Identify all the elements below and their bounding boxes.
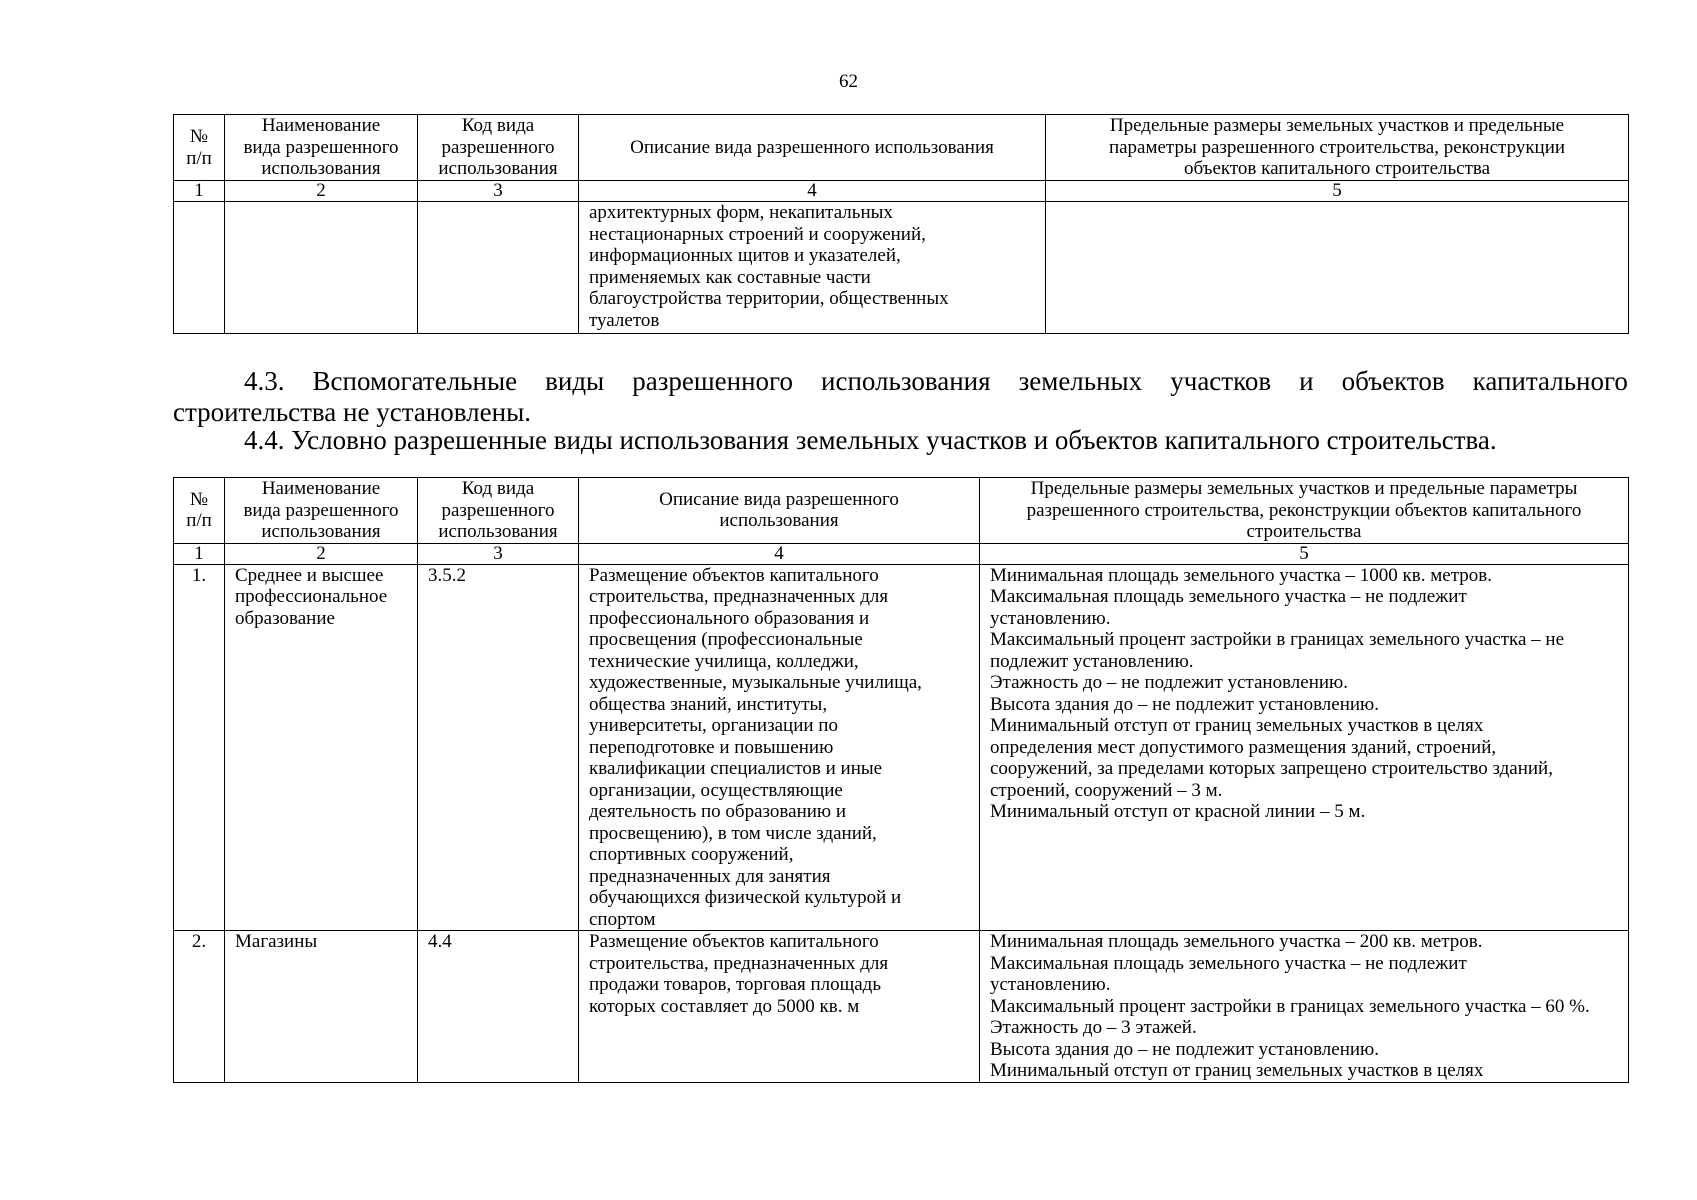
header-name: Наименование вида разрешенного использования [225, 115, 418, 181]
header-num: № п/п [174, 478, 225, 544]
cell-description: архитектурных форм, некапитальных нестационарных строений и сооружений, информационных щитов и указателей, применяемых как составные части благоустройства территории, общественных туалетов [579, 202, 1046, 334]
conditionally-permitted-use-table [173, 477, 1629, 1083]
column-number-row [174, 543, 1629, 564]
word: и [1299, 366, 1314, 396]
header-num: № п/п [174, 115, 225, 181]
cell-name: Магазины [225, 931, 418, 1083]
cell-parameters [1046, 202, 1629, 334]
word: использования [821, 366, 991, 396]
table-header-row [174, 115, 1629, 181]
cell-name [225, 202, 418, 334]
col-number: 2 [225, 181, 418, 202]
col-number: 3 [418, 181, 579, 202]
table-row [174, 564, 1629, 931]
word: разрешенного [632, 366, 793, 396]
cell-parameters: Минимальная площадь земельного участка – 200 кв. метров. Максимальная площадь земельного участка – не подлежит установлению. Максимальный процент застройки в границах земельного участка – 60 %. Этажность до – 3 этажей. Высота здания до – не подлежит установлению. Минимальный отступ от границ земельных участков в целях [980, 931, 1629, 1083]
header-name: Наименование вида разрешенного использования [225, 478, 418, 544]
col-number: 4 [579, 543, 980, 564]
page-number: 62 [839, 71, 858, 92]
cell-code: 3.5.2 [418, 564, 579, 931]
table-header-row [174, 478, 1629, 544]
cell-num: 1. [174, 564, 225, 931]
header-description: Описание вида разрешенного использования [579, 115, 1046, 181]
col-number: 2 [225, 543, 418, 564]
cell-description: Размещение объектов капитального строительства, предназначенных для профессионального образования и просвещения (профессиональные технические училища, колледжи, художественные, музыкальные училища, общества знаний, институты, университеты, организации по переподготовке и повышению квалификации специалистов и иные организации, осуществляющие деятельность по образованию и просвещению), в том числе зданий, спортивных сооружений, предназначенных для занятия обучающихся физической культурой и спортом [579, 564, 980, 931]
word: объектов [1341, 366, 1445, 396]
header-code: Код вида разрешенного использования [418, 115, 579, 181]
col-number: 5 [980, 543, 1629, 564]
permitted-use-table-continuation [173, 114, 1629, 334]
cell-code [418, 202, 579, 334]
header-code: Код вида разрешенного использования [418, 478, 579, 544]
cell-num: 2. [174, 931, 225, 1083]
paragraph-4-4: 4.4. Условно разрешенные виды использования земельных участков и объектов капитального строительства. [244, 425, 1497, 455]
col-number: 1 [174, 181, 225, 202]
word: Вспомогательные [312, 366, 518, 396]
cell-parameters: Минимальная площадь земельного участка – 1000 кв. метров. Максимальная площадь земельного участка – не подлежит установлению. Максимальный процент застройки в границах земельного участка – не подлежит установлению. Этажность до – не подлежит установлению. Высота здания до – не подлежит установлению. Минимальный отступ от границ земельных участков в целях определения мест допустимого размещения зданий, строений, сооружений, за пределами которых запрещено строительство зданий, строений, сооружений – 3 м. Минимальный отступ от красной линии – 5 м. [980, 564, 1629, 931]
word: участков [1170, 366, 1272, 396]
col-number: 1 [174, 543, 225, 564]
paragraph-4-3-line-2: строительства не установлены. [173, 397, 531, 427]
col-number: 5 [1046, 181, 1629, 202]
col-number: 3 [418, 543, 579, 564]
word: 4.3. [244, 366, 285, 396]
header-description: Описание вида разрешенного использования [579, 478, 980, 544]
cell-description: Размещение объектов капитального строительства, предназначенных для продажи товаров, торговая площадь которых составляет до 5000 кв. м [579, 931, 980, 1083]
header-parameters: Предельные размеры земельных участков и предельные параметры разрешенного строительства, реконструкции объектов капитального строительства [1046, 115, 1629, 181]
col-number: 4 [579, 181, 1046, 202]
cell-code: 4.4 [418, 931, 579, 1083]
word: капитального [1472, 366, 1628, 396]
word: виды [545, 366, 605, 396]
word: земельных [1018, 366, 1143, 396]
table-row [174, 931, 1629, 1083]
paragraph-4-3 [173, 366, 1628, 397]
header-parameters: Предельные размеры земельных участков и предельные параметры разрешенного строительства, реконструкции объектов капитального строительства [980, 478, 1629, 544]
table-row [174, 202, 1629, 334]
cell-num [174, 202, 225, 334]
cell-name: Среднее и высшее профессиональное образование [225, 564, 418, 931]
column-number-row [174, 181, 1629, 202]
